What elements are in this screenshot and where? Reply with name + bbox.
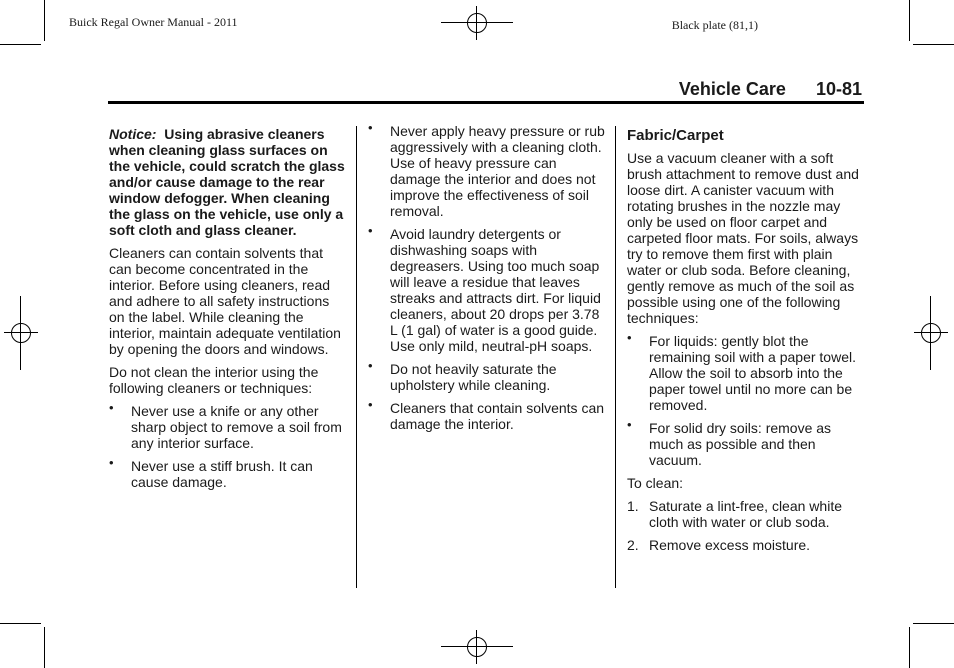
paragraph: Cleaners can contain solvents that can become concentrated in the interior. Before using cleaners, read and adhere to all safety instructions on the label. While cleaning the interior, maintain adequate ventilation by opening the doors and windows. (109, 245, 341, 357)
registration-crosshair-icon (441, 630, 513, 664)
registration-crosshair-icon (914, 316, 948, 350)
column-divider (615, 126, 616, 588)
step-text: Saturate a lint-free, clean white cloth with water or club soda. (649, 498, 842, 530)
crop-mark (909, 0, 910, 41)
crop-mark (913, 44, 954, 45)
bullet-list (109, 403, 347, 490)
section-title: Vehicle Care (678, 79, 786, 99)
list-item: • For solid dry soils: remove as much as possible and then vacuum. (627, 420, 863, 468)
column-2 (368, 123, 608, 439)
column-1 (109, 126, 347, 497)
crop-mark (20, 296, 21, 370)
list-item: • Never apply heavy pressure or rub aggressively with a cleaning cloth. Use of heavy pressure can damage the interior and does not improve the effectiveness of soil removal. (368, 123, 608, 219)
crop-mark (913, 623, 954, 624)
crop-mark (0, 623, 41, 624)
list-item: • Do not heavily saturate the upholstery while cleaning. (368, 361, 608, 393)
list-item: • Never use a knife or any other sharp object to remove a soil from any interior surface. (109, 403, 347, 451)
column-divider (356, 126, 357, 588)
crop-mark (909, 627, 910, 668)
column-3 (627, 126, 863, 560)
notice-text: Using abrasive cleaners when cleaning glass surfaces on the vehicle, could scratch the glass and/or cause damage to the rear window defogger. When cleaning the glass on the vehicle, use only a soft cloth and glass cleaner. (109, 126, 345, 238)
list-item (627, 498, 863, 530)
registration-crosshair-icon (4, 316, 38, 350)
plate-label-left: Buick Regal Owner Manual - 2011 (69, 15, 238, 29)
crop-mark (0, 44, 41, 45)
list-item: • Never use a stiff brush. It can cause damage. (109, 458, 347, 490)
notice-label: Notice: (109, 126, 157, 142)
bullet-list (368, 123, 608, 432)
step-text: Remove excess moisture. (649, 537, 811, 553)
list-item: • Cleaners that contain solvents can damage the interior. (368, 400, 608, 432)
plate-label-right: Black plate (81,1) (671, 18, 758, 32)
list-item (627, 537, 863, 553)
step-number: 2. (627, 537, 639, 553)
numbered-list (627, 498, 863, 553)
paragraph: To clean: (627, 475, 684, 491)
page-number: 10-81 (815, 79, 862, 99)
registration-crosshair-icon (441, 6, 513, 40)
list-item: • For liquids: gently blot the remaining soil with a paper towel. Allow the soil to absorb into the paper towel until no more can be removed. (627, 333, 863, 413)
paragraph: Do not clean the interior using the following cleaners or techniques: (109, 364, 319, 396)
crop-mark (44, 0, 45, 41)
notice-block (109, 126, 347, 238)
crop-mark (930, 296, 931, 370)
crop-mark (44, 627, 45, 668)
list-item: • Avoid laundry detergents or dishwashing soaps with degreasers. Using too much soap will leave a residue that leaves streaks and attracts dirt. For liquid cleaners, about 20 drops per 3.78 L (1 gal) of water is a good guide. Use only mild, neutral-pH soaps. (368, 226, 608, 354)
header-rule (108, 101, 864, 104)
step-number: 1. (627, 498, 639, 514)
paragraph: Use a vacuum cleaner with a soft brush attachment to remove dust and loose dirt. A canister vacuum with rotating brushes in the nozzle may only be used on floor carpet and carpeted floor mats. For soils, always try to remove them first with plain water or club soda. Before cleaning, gently remove as much of the soil as possible using one of the following techniques: (627, 150, 859, 326)
section-heading: Fabric/Carpet (627, 127, 724, 144)
page-header (679, 79, 862, 100)
bullet-list (627, 333, 863, 468)
